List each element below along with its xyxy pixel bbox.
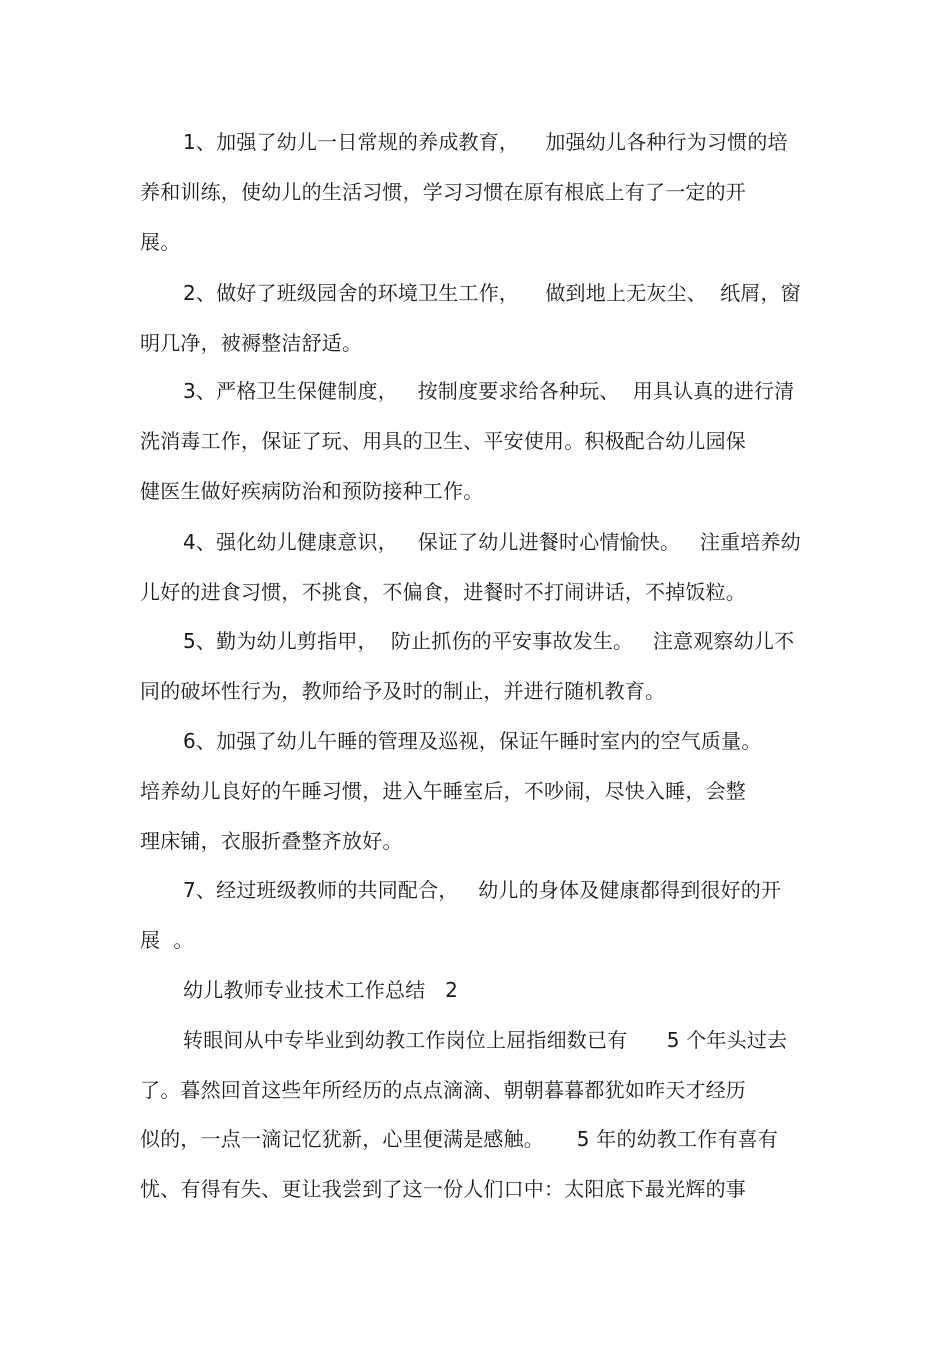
paragraph-line-1: 转眼间从中专毕业到幼教工作岗位上屈指细数已有 5 个年头过去 [183, 1028, 788, 1052]
item-3-line-1: 3、严格卫生保健制度， 按制度要求给各种玩、 用具认真的进行清 [183, 379, 795, 403]
item-3-line-3: 健医生做好疾病防治和预防接种工作。 [140, 479, 484, 503]
item-1-line-3: 展。 [140, 230, 181, 254]
item-4-line-1: 4、强化幼儿健康意识， 保证了幼儿进餐时心情愉快。 注重培养幼 [183, 530, 801, 554]
item-6-line-1: 6、加强了幼儿午睡的管理及巡视，保证午睡时室内的空气质量。 [183, 729, 762, 753]
item-4-line-2: 儿好的进食习惯，不挑食，不偏食，进餐时不打闹讲话，不掉饭粒。 [140, 580, 746, 604]
item-5-line-2: 同的破坏性行为，教师给予及时的制止，并进行随机教育。 [140, 679, 666, 703]
item-1-line-1: 1、加强了幼儿一日常规的养成教育， 加强幼儿各种行为习惯的培 [183, 130, 788, 154]
item-2-line-1: 2、做好了班级园舍的环境卫生工作， 做到地上无灰尘、 纸屑，窗 [183, 281, 801, 305]
item-6-line-3: 理床铺，衣服折叠整齐放好。 [140, 829, 403, 853]
item-7-line-1: 7、经过班级教师的共同配合， 幼儿的身体及健康都得到很好的开 [183, 878, 782, 902]
section-heading: 幼儿教师专业技术工作总结 2 [183, 978, 458, 1002]
item-2-line-2: 明几净，被褥整洁舒适。 [140, 331, 363, 355]
item-5-line-1: 5、勤为幼儿剪指甲， 防止抓伤的平安事故发生。 注意观察幼儿不 [183, 629, 795, 653]
item-3-line-2: 洗消毒工作，保证了玩、用具的卫生、平安使用。积极配合幼儿园保 [140, 429, 746, 453]
item-7-line-2: 展 。 [140, 928, 194, 952]
item-1-line-2: 养和训练，使幼儿的生活习惯，学习习惯在原有根底上有了一定的开 [140, 180, 746, 204]
paragraph-line-4: 忧、有得有失、更让我尝到了这一份人们口中：太阳底下最光辉的事 [140, 1177, 746, 1201]
paragraph-line-2: 了。暮然回首这些年所经历的点点滴滴、朝朝暮暮都犹如昨天才经历 [140, 1078, 746, 1102]
paragraph-line-3: 似的，一点一滴记忆犹新，心里便满是感触。 5 年的幼教工作有喜有 [140, 1127, 779, 1151]
item-6-line-2: 培养幼儿良好的午睡习惯，进入午睡室后，不吵闹，尽快入睡，会整 [140, 779, 746, 803]
